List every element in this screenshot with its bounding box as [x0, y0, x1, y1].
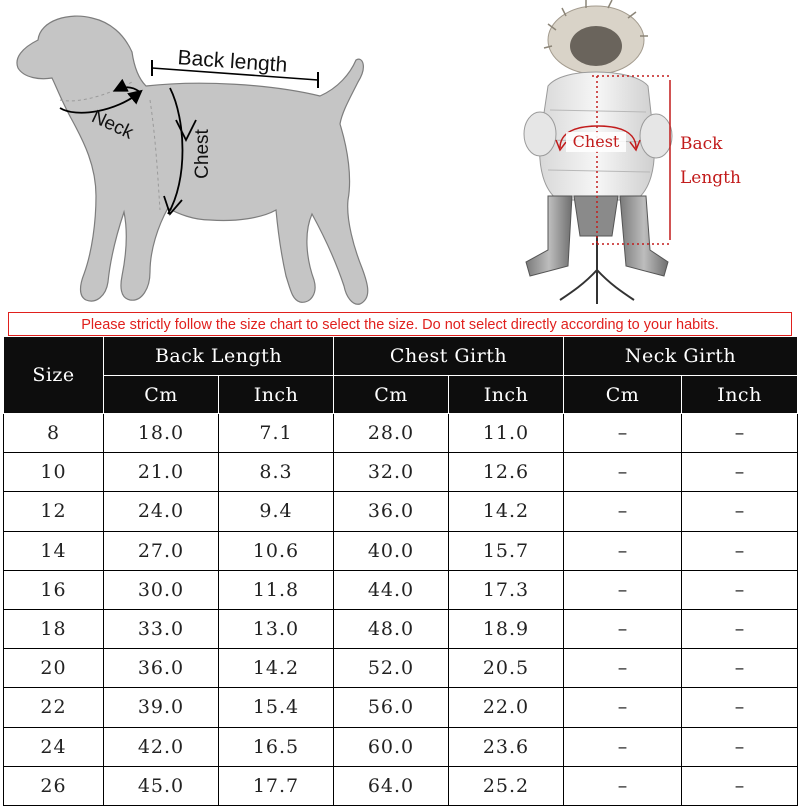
- size-cell: 20: [4, 649, 104, 688]
- measure-cell: –: [564, 609, 682, 648]
- table-row: [4, 531, 798, 570]
- measure-cell: 40.0: [334, 531, 449, 570]
- measure-cell: 30.0: [104, 570, 219, 609]
- back-length-header: Back Length: [104, 337, 334, 376]
- measure-cell: 27.0: [104, 531, 219, 570]
- measure-cell: –: [682, 649, 798, 688]
- chest-label: Chest: [192, 129, 213, 179]
- chest-girth-header: Chest Girth: [334, 337, 564, 376]
- coat-length-label: Length: [680, 168, 741, 188]
- measure-cell: –: [564, 531, 682, 570]
- measure-cell: –: [682, 609, 798, 648]
- measure-cell: –: [564, 727, 682, 766]
- measure-cell: 25.2: [449, 766, 564, 805]
- size-cell: 16: [4, 570, 104, 609]
- size-chart-table: [3, 336, 798, 806]
- unit-header: Inch: [682, 376, 798, 414]
- unit-header: Cm: [104, 376, 219, 414]
- neck-girth-header: Neck Girth: [564, 337, 798, 376]
- unit-header: Cm: [334, 376, 449, 414]
- coat-on-mannequin-icon: [524, 0, 741, 304]
- back-length-label: Back length: [176, 46, 288, 77]
- measure-cell: 24.0: [104, 492, 219, 531]
- measure-cell: 28.0: [334, 414, 449, 453]
- table-row: [4, 649, 798, 688]
- measure-cell: 20.5: [449, 649, 564, 688]
- table-row: [4, 453, 798, 492]
- measure-cell: 13.0: [219, 609, 334, 648]
- size-cell: 14: [4, 531, 104, 570]
- measure-cell: 14.2: [449, 492, 564, 531]
- measure-cell: –: [682, 531, 798, 570]
- measure-cell: 9.4: [219, 492, 334, 531]
- back-length-measure: [152, 46, 318, 88]
- size-cell: 26: [4, 766, 104, 805]
- size-cell: 8: [4, 414, 104, 453]
- table-row: [4, 609, 798, 648]
- size-notice: Please strictly follow the size chart to select the size. Do not select directly according to your habits.: [8, 312, 792, 336]
- table-row: [4, 414, 798, 453]
- size-cell: 24: [4, 727, 104, 766]
- measure-cell: –: [682, 570, 798, 609]
- measure-cell: –: [564, 649, 682, 688]
- unit-header: Inch: [449, 376, 564, 414]
- table-row: [4, 570, 798, 609]
- measure-cell: –: [682, 414, 798, 453]
- measure-cell: –: [564, 766, 682, 805]
- measure-cell: 18.0: [104, 414, 219, 453]
- measure-cell: –: [564, 688, 682, 727]
- measure-cell: 33.0: [104, 609, 219, 648]
- measure-cell: 12.6: [449, 453, 564, 492]
- measure-cell: 15.7: [449, 531, 564, 570]
- measure-cell: 36.0: [104, 649, 219, 688]
- size-cell: 18: [4, 609, 104, 648]
- measure-cell: 39.0: [104, 688, 219, 727]
- measure-cell: –: [682, 453, 798, 492]
- illustrations-svg: [0, 0, 800, 312]
- measure-cell: –: [682, 688, 798, 727]
- measure-cell: 22.0: [449, 688, 564, 727]
- size-cell: 10: [4, 453, 104, 492]
- measure-cell: 18.9: [449, 609, 564, 648]
- measure-cell: –: [564, 492, 682, 531]
- unit-header: Cm: [564, 376, 682, 414]
- measure-cell: 32.0: [334, 453, 449, 492]
- measure-cell: –: [682, 766, 798, 805]
- measure-cell: –: [682, 492, 798, 531]
- measure-cell: 14.2: [219, 649, 334, 688]
- measure-cell: 36.0: [334, 492, 449, 531]
- measure-cell: 21.0: [104, 453, 219, 492]
- measure-cell: –: [564, 570, 682, 609]
- measure-cell: 11.0: [449, 414, 564, 453]
- measurement-illustrations: [0, 0, 800, 312]
- table-row: [4, 727, 798, 766]
- measure-cell: 11.8: [219, 570, 334, 609]
- measure-cell: 64.0: [334, 766, 449, 805]
- measure-cell: 8.3: [219, 453, 334, 492]
- size-header: Size: [4, 337, 104, 414]
- measure-cell: 45.0: [104, 766, 219, 805]
- unit-header: Inch: [219, 376, 334, 414]
- measure-cell: 56.0: [334, 688, 449, 727]
- table-row: [4, 492, 798, 531]
- measure-cell: –: [564, 453, 682, 492]
- size-rows: [4, 414, 798, 806]
- measure-cell: 48.0: [334, 609, 449, 648]
- measure-cell: –: [564, 414, 682, 453]
- measure-cell: 23.6: [449, 727, 564, 766]
- size-cell: 12: [4, 492, 104, 531]
- table-row: [4, 688, 798, 727]
- measure-cell: 7.1: [219, 414, 334, 453]
- size-cell: 22: [4, 688, 104, 727]
- measure-cell: 17.7: [219, 766, 334, 805]
- coat-chest-label: Chest: [572, 132, 620, 151]
- measure-cell: 44.0: [334, 570, 449, 609]
- neck-label: Neck: [88, 106, 137, 144]
- measure-cell: 15.4: [219, 688, 334, 727]
- table-row: [4, 766, 798, 805]
- measure-cell: 42.0: [104, 727, 219, 766]
- measure-cell: 10.6: [219, 531, 334, 570]
- coat-back-label: Back: [680, 134, 723, 154]
- measure-cell: –: [682, 727, 798, 766]
- measure-cell: 16.5: [219, 727, 334, 766]
- measure-cell: 52.0: [334, 649, 449, 688]
- measure-cell: 17.3: [449, 570, 564, 609]
- measure-cell: 60.0: [334, 727, 449, 766]
